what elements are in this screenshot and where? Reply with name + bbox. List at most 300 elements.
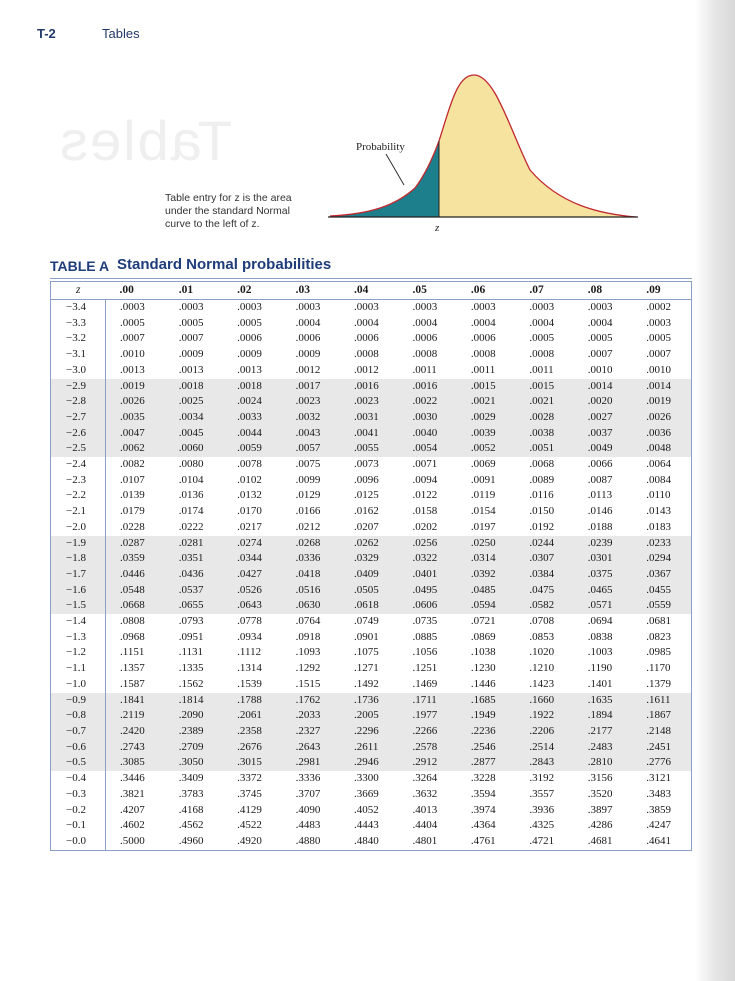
probability-cell: .0202 — [412, 520, 438, 533]
probability-cell: .0015 — [515, 379, 573, 395]
probability-cell: .4880 — [295, 834, 321, 847]
z-value-cell: −0.6 — [51, 740, 106, 756]
probability-cell: .0162 — [354, 505, 379, 518]
probability-cell: .4129 — [237, 803, 262, 816]
probability-cell: .0014 — [574, 379, 632, 395]
probability-cell: .0110 — [646, 489, 671, 502]
probability-cell: .0019 — [106, 379, 165, 395]
probability-cell: .2981 — [282, 755, 340, 771]
probability-cell: .0495 — [398, 583, 456, 599]
probability-cell: .0035 — [106, 410, 165, 426]
probability-cell: .4052 — [354, 803, 379, 816]
probability-cell: .2206 — [515, 724, 573, 740]
z-value-cell: −2.2 — [51, 488, 106, 504]
probability-cell: .0401 — [398, 567, 456, 583]
z-axis-label: z — [435, 222, 440, 234]
probability-cell: .0934 — [237, 630, 262, 643]
probability-cell: .3015 — [223, 755, 281, 771]
z-value-cell: −3.2 — [51, 331, 106, 347]
probability-cell: .0183 — [646, 520, 671, 533]
table-row — [51, 426, 692, 442]
table-row — [51, 473, 692, 489]
probability-cell: .4641 — [646, 834, 671, 847]
probability-cell: .2148 — [632, 724, 691, 740]
probability-cell: .0329 — [340, 551, 398, 567]
probability-cell: .1401 — [587, 677, 613, 690]
probability-cell: .2912 — [398, 755, 456, 771]
probability-cell: .1038 — [470, 646, 496, 659]
probability-cell: .0080 — [178, 458, 204, 471]
probability-cell: .0048 — [632, 441, 691, 457]
probability-cell: .0054 — [398, 441, 456, 457]
probability-cell: .0009 — [237, 348, 262, 361]
probability-cell: .3974 — [470, 803, 496, 816]
column-header: .03 — [282, 282, 340, 300]
probability-cell: .3594 — [470, 787, 496, 800]
probability-cell: .3632 — [412, 787, 438, 800]
probability-cell: .0003 — [529, 301, 555, 313]
probability-cell: .0281 — [165, 536, 223, 552]
probability-cell: .0003 — [646, 316, 671, 329]
probability-cell: .2389 — [165, 724, 223, 740]
table-title: Standard Normal probabilities — [117, 256, 332, 273]
probability-cell: .0139 — [120, 489, 145, 502]
probability-cell: .0012 — [354, 363, 379, 376]
probability-cell: .0735 — [412, 615, 438, 628]
probability-cell: .3050 — [165, 755, 223, 771]
probability-cell: .0154 — [470, 505, 496, 518]
table-row — [51, 598, 692, 614]
probability-cell: .2090 — [165, 708, 223, 724]
probability-cell: .2877 — [457, 755, 515, 771]
probability-cell: .3300 — [354, 772, 379, 785]
probability-cell: .0262 — [340, 536, 398, 552]
probability-cell: .0244 — [515, 536, 573, 552]
probability-cell: .0006 — [412, 332, 438, 345]
probability-cell: .2420 — [106, 724, 165, 740]
probability-cell: .3859 — [646, 803, 671, 816]
z-value-cell: −0.1 — [51, 818, 106, 834]
probability-cell: .1977 — [398, 708, 456, 724]
probability-cell: .0102 — [237, 473, 262, 486]
probability-cell: .2643 — [282, 740, 340, 756]
probability-cell: .3821 — [120, 787, 145, 800]
probability-cell: .4522 — [237, 819, 262, 832]
probability-cell: .1056 — [412, 646, 438, 659]
table-row — [51, 583, 692, 599]
column-header: .06 — [457, 282, 515, 300]
probability-cell: .0250 — [457, 536, 515, 552]
probability-cell: .0274 — [223, 536, 281, 552]
probability-cell: .4761 — [470, 834, 496, 847]
probability-cell: .0559 — [632, 598, 691, 614]
probability-cell: .0033 — [223, 410, 281, 426]
probability-cell: .0009 — [178, 348, 204, 361]
probability-cell: .0026 — [632, 410, 691, 426]
probability-cell: .0392 — [457, 567, 515, 583]
probability-cell: .4090 — [295, 803, 321, 816]
probability-cell: .0418 — [282, 567, 340, 583]
probability-cell: .0005 — [646, 332, 671, 345]
probability-cell: .0885 — [412, 630, 438, 643]
probability-cell: .0087 — [587, 473, 613, 486]
probability-cell: .0011 — [529, 363, 554, 376]
probability-cell: .1894 — [574, 708, 632, 724]
table-label: TABLE A — [50, 258, 110, 274]
probability-cell: .0060 — [165, 441, 223, 457]
probability-cell: .4602 — [120, 819, 145, 832]
z-value-cell: −0.9 — [51, 693, 106, 709]
probability-cell: .0010 — [587, 363, 613, 376]
z-value-cell: −2.7 — [51, 410, 106, 426]
probability-cell: .0505 — [340, 583, 398, 599]
z-value-cell: −2.0 — [51, 520, 106, 536]
probability-cell: .0618 — [340, 598, 398, 614]
probability-cell: .0158 — [412, 505, 438, 518]
probability-cell: .2033 — [282, 708, 340, 724]
table-row — [51, 536, 692, 552]
probability-cell: .0122 — [412, 489, 438, 502]
table-row — [51, 300, 692, 316]
probability-cell: .0041 — [340, 426, 398, 442]
probability-cell: .0045 — [165, 426, 223, 442]
table-body — [51, 300, 692, 851]
table-row — [51, 394, 692, 410]
probability-cell: .0192 — [529, 520, 555, 533]
probability-cell: .3409 — [178, 772, 204, 785]
probability-cell: .0129 — [295, 489, 321, 502]
probability-cell: .0005 — [529, 332, 555, 345]
probability-cell: .0322 — [398, 551, 456, 567]
probability-cell: .0008 — [529, 348, 555, 361]
table-row — [51, 488, 692, 504]
probability-cell: .1210 — [529, 662, 555, 675]
probability-cell: .0901 — [354, 630, 379, 643]
probability-cell: .4286 — [587, 819, 613, 832]
probability-cell: .3745 — [237, 787, 262, 800]
probability-cell: .4840 — [354, 834, 379, 847]
z-value-cell: −0.5 — [51, 755, 106, 771]
probability-cell: .0136 — [178, 489, 204, 502]
probability-cell: .1003 — [587, 646, 613, 659]
probability-cell: .0006 — [354, 332, 379, 345]
z-value-cell: −0.3 — [51, 787, 106, 803]
probability-cell: .0630 — [282, 598, 340, 614]
probability-cell: .0047 — [106, 426, 165, 442]
body-area — [439, 75, 636, 217]
z-value-cell: −0.4 — [51, 771, 106, 787]
probability-cell: .3336 — [295, 772, 321, 785]
z-value-cell: −2.4 — [51, 457, 106, 473]
probability-cell: .2296 — [340, 724, 398, 740]
probability-cell: .0228 — [120, 520, 145, 533]
probability-cell: .0838 — [587, 630, 613, 643]
header-row — [51, 282, 692, 300]
probability-cell: .2119 — [106, 708, 165, 724]
probability-cell: .0023 — [282, 394, 340, 410]
probability-cell: .2546 — [457, 740, 515, 756]
probability-cell: .2358 — [223, 724, 281, 740]
probability-cell: .0069 — [470, 458, 496, 471]
probability-cell: .4483 — [295, 819, 321, 832]
probability-cell: .0037 — [574, 426, 632, 442]
probability-cell: .0764 — [295, 615, 321, 628]
z-value-cell: −0.7 — [51, 724, 106, 740]
probability-cell: .0014 — [632, 379, 691, 395]
probability-cell: .0107 — [120, 473, 145, 486]
probability-cell: .0006 — [470, 332, 496, 345]
show-through-heading: Tables — [58, 109, 232, 172]
probability-cell: .4207 — [120, 803, 145, 816]
table-row — [51, 504, 692, 520]
probability-cell: .0582 — [515, 598, 573, 614]
probability-cell: .0287 — [106, 536, 165, 552]
probability-cell: .1379 — [646, 677, 671, 690]
probability-cell: .0013 — [237, 363, 262, 376]
caption-line: under the standard Normal — [165, 205, 290, 217]
probability-cell: .1788 — [223, 693, 281, 709]
probability-cell: .1685 — [457, 693, 515, 709]
probability-cell: .0007 — [587, 348, 613, 361]
column-header: .01 — [165, 282, 223, 300]
probability-cell: .0044 — [223, 426, 281, 442]
probability-cell: .0017 — [282, 379, 340, 395]
probability-cell: .2514 — [515, 740, 573, 756]
probability-cell: .0008 — [470, 348, 496, 361]
z-value-cell: −1.2 — [51, 645, 106, 661]
probability-cell: .0071 — [412, 458, 438, 471]
table-row — [51, 755, 692, 771]
z-value-cell: −1.8 — [51, 551, 106, 567]
probability-cell: .1539 — [237, 677, 262, 690]
probability-cell: .0375 — [574, 567, 632, 583]
z-value-cell: −2.8 — [51, 394, 106, 410]
probability-cell: .0003 — [587, 301, 613, 313]
probability-cell: .1020 — [529, 646, 555, 659]
probability-cell: .0003 — [412, 301, 438, 313]
probability-cell: .1357 — [120, 662, 145, 675]
column-header: .09 — [632, 282, 691, 300]
probability-cell: .0015 — [457, 379, 515, 395]
probability-cell: .0018 — [223, 379, 281, 395]
probability-cell: .1093 — [295, 646, 321, 659]
probability-cell: .0007 — [178, 332, 204, 345]
table-row — [51, 661, 692, 677]
probability-cell: .1423 — [529, 677, 555, 690]
column-header: .08 — [574, 282, 632, 300]
probability-cell: .0143 — [646, 505, 671, 518]
probability-cell: .0197 — [470, 520, 496, 533]
probability-cell: .0119 — [470, 489, 496, 502]
probability-cell: .0853 — [529, 630, 555, 643]
probability-cell: .1131 — [178, 646, 204, 659]
probability-cell: .0003 — [178, 301, 204, 313]
probability-cell: .0526 — [223, 583, 281, 599]
probability-cell: .4364 — [470, 819, 496, 832]
probability-cell: .0003 — [470, 301, 496, 313]
probability-cell: .2611 — [340, 740, 398, 756]
probability-cell: .0073 — [354, 458, 379, 471]
probability-cell: .2709 — [165, 740, 223, 756]
standard-normal-table — [50, 281, 692, 851]
probability-cell: .0043 — [282, 426, 340, 442]
probability-cell: .0006 — [295, 332, 321, 345]
probability-cell: .1841 — [106, 693, 165, 709]
table-row — [51, 551, 692, 567]
table-row — [51, 740, 692, 756]
probability-cell: .4920 — [237, 834, 262, 847]
probability-cell: .0016 — [398, 379, 456, 395]
running-head: Tables — [102, 26, 140, 41]
probability-cell: .0027 — [574, 410, 632, 426]
probability-cell: .1562 — [178, 677, 204, 690]
probability-cell: .2177 — [574, 724, 632, 740]
probability-cell: .1151 — [120, 646, 145, 659]
probability-cell: .2483 — [574, 740, 632, 756]
probability-cell: .0146 — [587, 505, 613, 518]
probability-cell: .0004 — [529, 316, 555, 329]
probability-cell: .0068 — [529, 458, 555, 471]
probability-cell: .0031 — [340, 410, 398, 426]
probability-cell: .1736 — [340, 693, 398, 709]
probability-cell: .1762 — [282, 693, 340, 709]
probability-cell: .0116 — [529, 489, 554, 502]
probability-cell: .0010 — [646, 363, 671, 376]
probability-cell: .0036 — [632, 426, 691, 442]
probability-cell: .4960 — [178, 834, 204, 847]
table-row — [51, 724, 692, 740]
probability-cell: .0004 — [587, 316, 613, 329]
probability-cell: .3228 — [470, 772, 496, 785]
probability-cell: .1587 — [120, 677, 145, 690]
probability-cell: .3372 — [237, 772, 262, 785]
z-value-cell: −1.6 — [51, 583, 106, 599]
probability-cell: .1230 — [470, 662, 496, 675]
probability-cell: .2946 — [340, 755, 398, 771]
probability-cell: .0465 — [574, 583, 632, 599]
z-value-cell: −3.4 — [51, 300, 106, 316]
probability-cell: .0571 — [574, 598, 632, 614]
probability-cell: .0062 — [106, 441, 165, 457]
probability-cell: .0016 — [340, 379, 398, 395]
probability-cell: .3669 — [354, 787, 379, 800]
z-value-cell: −3.0 — [51, 363, 106, 379]
probability-cell: .0029 — [457, 410, 515, 426]
probability-cell: .0028 — [515, 410, 573, 426]
probability-cell: .0179 — [120, 505, 145, 518]
probability-cell: .0030 — [398, 410, 456, 426]
probability-cell: .1075 — [354, 646, 379, 659]
probability-cell: .0096 — [354, 473, 379, 486]
probability-cell: .0004 — [412, 316, 438, 329]
table-row — [51, 520, 692, 536]
probability-cell: .0055 — [340, 441, 398, 457]
normal-curve-figure — [0, 0, 735, 245]
probability-cell: .1469 — [412, 677, 438, 690]
probability-cell: .0066 — [587, 458, 613, 471]
probability-cell: .0344 — [223, 551, 281, 567]
probability-cell: .0084 — [646, 473, 671, 486]
probability-cell: .1711 — [398, 693, 456, 709]
table-row — [51, 410, 692, 426]
probability-cell: .2327 — [282, 724, 340, 740]
probability-cell: .0968 — [120, 630, 145, 643]
probability-cell: .1515 — [295, 677, 321, 690]
z-value-cell: −1.1 — [51, 661, 106, 677]
probability-cell: .2005 — [340, 708, 398, 724]
table-row — [51, 630, 692, 646]
probability-cell: .0475 — [515, 583, 573, 599]
probability-cell: .0436 — [165, 567, 223, 583]
table-row — [51, 316, 692, 332]
probability-cell: .0336 — [282, 551, 340, 567]
probability-cell: .2843 — [515, 755, 573, 771]
probability-cell: .0174 — [178, 505, 204, 518]
probability-cell: .0668 — [106, 598, 165, 614]
probability-cell: .0188 — [587, 520, 613, 533]
probability-cell: .0007 — [646, 348, 671, 361]
z-value-cell: −2.9 — [51, 379, 106, 395]
probability-cell: .3446 — [120, 772, 145, 785]
z-value-cell: −1.0 — [51, 677, 106, 693]
probability-cell: .0721 — [470, 615, 496, 628]
probability-cell: .0021 — [515, 394, 573, 410]
probability-cell: .0089 — [529, 473, 555, 486]
probability-cell: .0132 — [237, 489, 262, 502]
probability-cell: .4013 — [412, 803, 438, 816]
z-value-cell: −3.3 — [51, 316, 106, 332]
probability-cell: .1660 — [515, 693, 573, 709]
probability-cell: .0918 — [295, 630, 321, 643]
probability-cell: .0351 — [165, 551, 223, 567]
probability-cell: .0778 — [237, 615, 262, 628]
probability-cell: .1314 — [237, 662, 262, 675]
probability-cell: .4721 — [529, 834, 555, 847]
table-row — [51, 567, 692, 583]
probability-cell: .0099 — [295, 473, 321, 486]
probability-cell: .0051 — [515, 441, 573, 457]
page-number: T-2 — [37, 26, 56, 41]
table-row — [51, 677, 692, 693]
table-row — [51, 771, 692, 787]
probability-cell: .3783 — [178, 787, 204, 800]
probability-cell: .1492 — [354, 677, 379, 690]
z-value-cell: −1.7 — [51, 567, 106, 583]
probability-cell: .0003 — [120, 301, 145, 313]
probability-cell: .2061 — [223, 708, 281, 724]
table-row — [51, 818, 692, 834]
z-column-header: z — [51, 282, 106, 300]
probability-cell: .2776 — [632, 755, 691, 771]
probability-cell: .0307 — [515, 551, 573, 567]
probability-cell: .1170 — [646, 662, 671, 675]
probability-cell: .3085 — [106, 755, 165, 771]
probability-cell: .3121 — [646, 772, 671, 785]
probability-cell: .0026 — [106, 394, 165, 410]
probability-cell: .3520 — [587, 787, 613, 800]
z-value-cell: −0.0 — [51, 834, 106, 850]
probability-cell: .0004 — [354, 316, 379, 329]
probability-cell: .3557 — [529, 787, 555, 800]
probability-cell: .0150 — [529, 505, 555, 518]
z-value-cell: −1.4 — [51, 614, 106, 630]
table-row — [51, 379, 692, 395]
probability-cell: .0012 — [295, 363, 321, 376]
probability-cell: .0032 — [282, 410, 340, 426]
table-row — [51, 331, 692, 347]
probability-cell: .0268 — [282, 536, 340, 552]
probability-cell: .3483 — [646, 787, 671, 800]
